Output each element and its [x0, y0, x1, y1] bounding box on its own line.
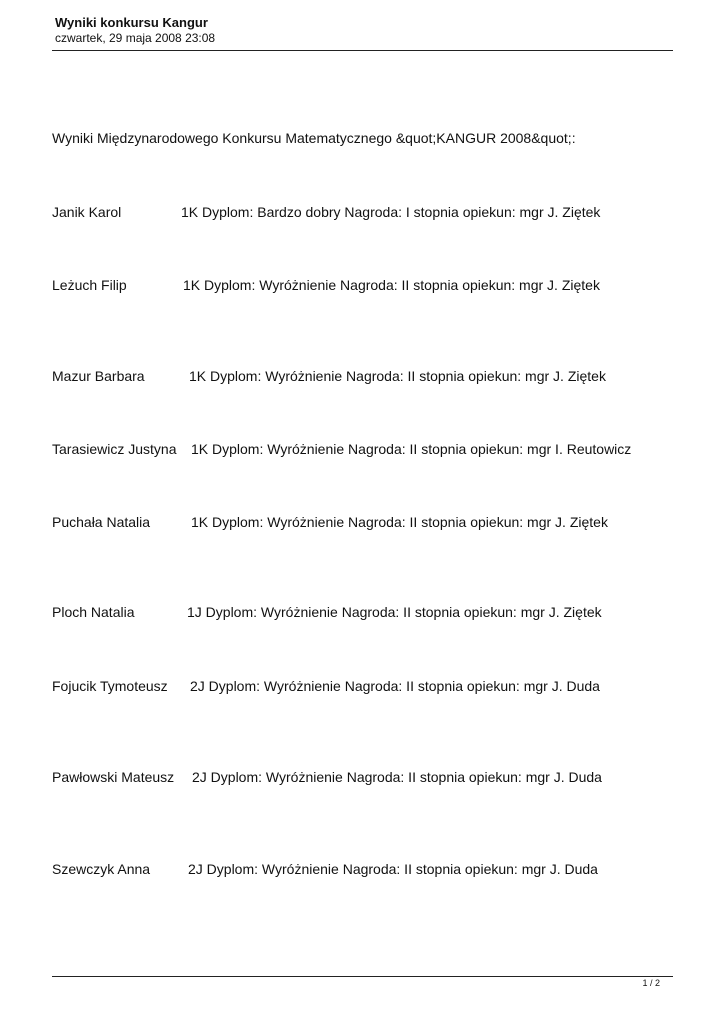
- page-header: [55, 15, 675, 46]
- student-name: Janik Karol: [52, 204, 122, 220]
- result-detail: 1K Dyplom: Bardzo dobry Nagroda: I stopnia opiekun: mgr J. Ziętek: [181, 204, 601, 220]
- student-name: Pawłowski Mateusz: [52, 769, 175, 785]
- student-name: Tarasiewicz Justyna: [52, 441, 177, 457]
- student-name: Fojucik Tymoteusz: [52, 678, 168, 694]
- page-number: 1 / 2: [642, 978, 660, 988]
- result-row: [52, 276, 600, 294]
- page-title: Wyniki konkursu Kangur: [55, 15, 208, 30]
- student-name: Szewczyk Anna: [52, 861, 151, 877]
- header-divider: [52, 50, 673, 51]
- result-detail: 1K Dyplom: Wyróżnienie Nagroda: II stopnia opiekun: mgr I. Reutowicz: [191, 441, 632, 457]
- student-name: Mazur Barbara: [52, 368, 145, 384]
- result-detail: 1K Dyplom: Wyróżnienie Nagroda: II stopnia opiekun: mgr J. Ziętek: [189, 368, 606, 384]
- intro-text: Wyniki Międzynarodowego Konkursu Matematycznego &quot;KANGUR 2008&quot;:: [52, 130, 576, 146]
- student-name: Leżuch Filip: [52, 277, 127, 293]
- result-detail: 1K Dyplom: Wyróżnienie Nagroda: II stopnia opiekun: mgr J. Ziętek: [191, 514, 608, 530]
- student-name: Puchała Natalia: [52, 514, 151, 530]
- result-row: [52, 860, 598, 878]
- publish-date: czwartek, 29 maja 2008 23:08: [55, 31, 216, 45]
- result-row: [52, 768, 602, 786]
- result-row: [52, 677, 600, 695]
- result-detail: 1J Dyplom: Wyróżnienie Nagroda: II stopnia opiekun: mgr J. Ziętek: [187, 604, 602, 620]
- result-detail: 1K Dyplom: Wyróżnienie Nagroda: II stopnia opiekun: mgr J. Ziętek: [183, 277, 600, 293]
- result-row: [52, 367, 606, 385]
- result-row: [52, 603, 602, 621]
- student-name: Ploch Natalia: [52, 604, 135, 620]
- result-row: [52, 203, 600, 221]
- result-detail: 2J Dyplom: Wyróżnienie Nagroda: II stopnia opiekun: mgr J. Duda: [192, 769, 602, 785]
- result-detail: 2J Dyplom: Wyróżnienie Nagroda: II stopnia opiekun: mgr J. Duda: [188, 861, 598, 877]
- result-detail: 2J Dyplom: Wyróżnienie Nagroda: II stopnia opiekun: mgr J. Duda: [190, 678, 600, 694]
- result-row: [52, 440, 631, 458]
- result-row: [52, 513, 608, 531]
- footer-divider: [52, 976, 673, 977]
